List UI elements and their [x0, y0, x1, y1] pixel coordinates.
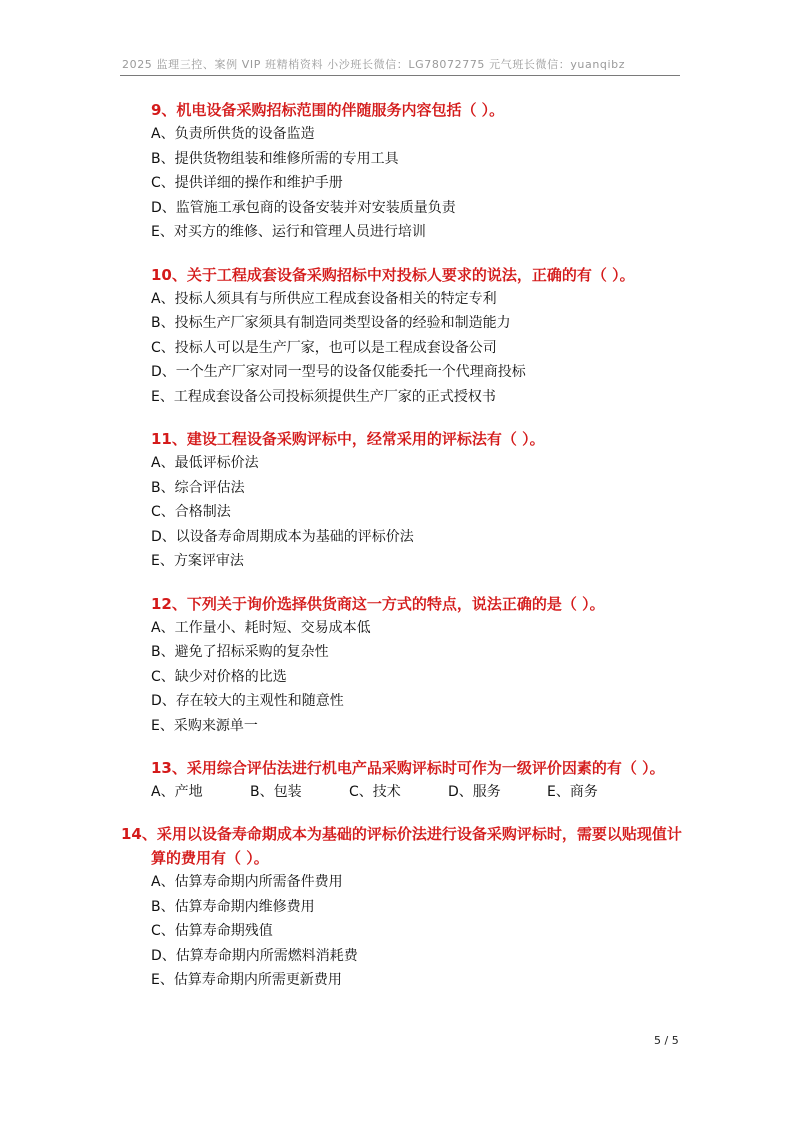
option-d: D、估算寿命期内所需燃料消耗费 [151, 947, 358, 964]
option-e: E、估算寿命期内所需更新费用 [151, 972, 342, 988]
page-header: 2025 监理三控、案例 VIP 班精梢资料 小沙班长微信：LG78072775 元气班长微信：yuanqibz [120, 56, 680, 76]
question-11 [151, 427, 711, 574]
question-title: 12、下列关于询价选择供货商这一方式的特点，说法正确的是（ ）。 [151, 594, 605, 613]
option-d: D、存在较大的主观性和随意性 [151, 693, 344, 709]
question-10 [151, 263, 711, 410]
option-c: C、提供详细的操作和维护手册 [151, 175, 343, 191]
question-title: 14、采用以设备寿命期成本为基础的评标价法进行设备采购评标时，需要以贴现值计算的费用有（ ）。 [121, 825, 682, 867]
option-b: B、避免了招标采购的复杂性 [151, 644, 329, 660]
option-d: D、一个生产厂家对同一型号的设备仅能委托一个代理商投标 [151, 364, 526, 380]
option-a: A、投标人须具有与所供应工程成套设备相关的特定专利 [151, 290, 497, 307]
option-e: E、采购来源单一 [151, 717, 258, 734]
option-c: C、技术 [349, 784, 401, 800]
option-e: E、方案评审法 [151, 553, 244, 569]
option-b: B、估算寿命期内维修费用 [151, 898, 315, 915]
option-a: A、工作量小、耗时短、交易成本低 [151, 619, 371, 636]
option-row [151, 780, 711, 804]
option-e: E、商务 [547, 784, 598, 800]
option-d: D、监管施工承包商的设备安装并对安装质量负责 [151, 199, 456, 216]
question-title: 10、关于工程成套设备采购招标中对投标人要求的说法，正确的有（ ）。 [151, 265, 635, 284]
question-list [121, 98, 711, 1011]
question-13 [151, 756, 711, 804]
option-e: E、对买方的维修、运行和管理人员进行培训 [151, 224, 426, 240]
option-e: E、工程成套设备公司投标须提供生产厂家的正式授权书 [151, 388, 496, 405]
option-b: B、综合评估法 [151, 479, 245, 496]
option-a: A、负责所供货的设备监造 [151, 126, 315, 142]
option-c: C、缺少对价格的比选 [151, 668, 287, 685]
page-number: 5 / 5 [654, 1034, 679, 1047]
option-b: B、投标生产厂家须具有制造同类型设备的经验和制造能力 [151, 315, 511, 331]
option-a: A、产地 [151, 784, 203, 800]
option-d: D、服务 [448, 784, 501, 800]
question-title: 13、采用综合评估法进行机电产品采购评标时可作为一级评价因素的有（ ）。 [151, 759, 665, 777]
question-12 [151, 592, 711, 739]
option-b: B、提供货物组装和维修所需的专用工具 [151, 150, 399, 167]
option-a: A、最低评标价法 [151, 455, 259, 471]
option-a: A、估算寿命期内所需备件费用 [151, 874, 343, 890]
option-b: B、包装 [250, 784, 302, 800]
question-9 [151, 98, 711, 245]
option-c: C、合格制法 [151, 504, 231, 520]
option-c: C、投标人可以是生产厂家，也可以是工程成套设备公司 [151, 339, 497, 356]
question-14 [121, 822, 711, 993]
question-title: 11、建设工程设备采购评标中，经常采用的评标法有（ ）。 [151, 430, 545, 448]
option-c: C、估算寿命期残值 [151, 923, 273, 939]
option-d: D、以设备寿命周期成本为基础的评标价法 [151, 528, 414, 545]
question-title: 9、机电设备采购招标范围的伴随服务内容包括（ ）。 [151, 101, 505, 119]
